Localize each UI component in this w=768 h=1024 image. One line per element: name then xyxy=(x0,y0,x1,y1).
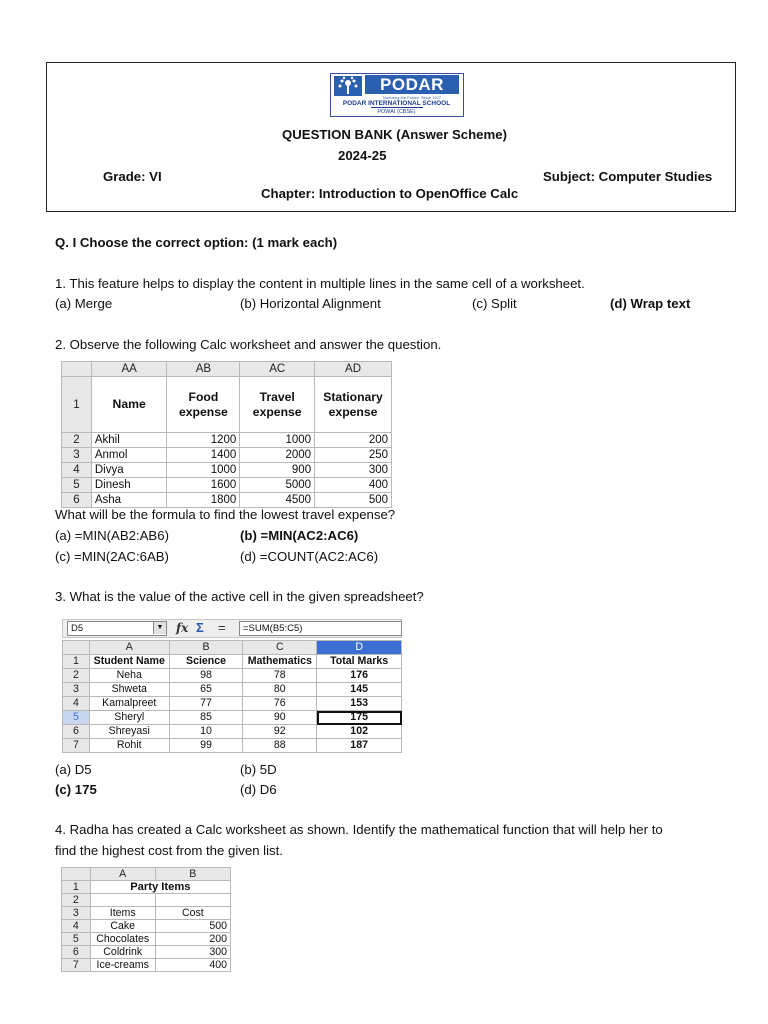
subject-label: Subject: Computer Studies xyxy=(543,169,713,184)
cell: 250 xyxy=(315,448,392,463)
header-cell: Food expense xyxy=(167,377,240,433)
col-header: AC xyxy=(240,362,315,377)
row-number: 3 xyxy=(62,448,92,463)
row-number: 7 xyxy=(63,739,90,753)
cell: Items xyxy=(90,907,155,920)
q4-question-line2: find the highest cost from the given list. xyxy=(55,843,283,858)
header-cell: Student Name xyxy=(89,655,169,669)
q2-option-d: (d) =COUNT(AC2:AC6) xyxy=(240,549,379,564)
cell xyxy=(90,894,155,907)
row-number: 4 xyxy=(63,697,90,711)
q1-option-a: (a) Merge xyxy=(55,296,113,311)
logo-tagline: Nurturing the Future. Since 1927 xyxy=(382,95,442,100)
row-number: 2 xyxy=(63,669,90,683)
q2-option-b-answer: (b) =MIN(AC2:AC6) xyxy=(240,528,359,543)
cell: 153 xyxy=(317,697,402,711)
row-number: 1 xyxy=(62,881,91,894)
cell: Anmol xyxy=(91,448,167,463)
name-box: D5 xyxy=(67,621,167,636)
cell: 1800 xyxy=(167,493,240,508)
row-number: 4 xyxy=(62,920,91,933)
q2-option-c: (c) =MIN(2AC:6AB) xyxy=(55,549,169,564)
row-number: 5 xyxy=(62,933,91,946)
col-header: B xyxy=(155,868,230,881)
col-header: A xyxy=(90,868,155,881)
logo-underline xyxy=(371,107,423,108)
col-header: AA xyxy=(91,362,167,377)
cell: 200 xyxy=(155,933,230,946)
cell: 92 xyxy=(243,725,317,739)
cell: Neha xyxy=(89,669,169,683)
row-number: 3 xyxy=(63,683,90,697)
cell: 4500 xyxy=(240,493,315,508)
row-number: 7 xyxy=(62,959,91,972)
row-number: 3 xyxy=(62,907,91,920)
cell: Shreyasi xyxy=(89,725,169,739)
col-header: AB xyxy=(167,362,240,377)
col-header: C xyxy=(243,641,317,655)
cell: 145 xyxy=(317,683,402,697)
cell: Coldrink xyxy=(90,946,155,959)
row-number: 6 xyxy=(62,946,91,959)
q1-option-b: (b) Horizontal Alignment xyxy=(240,296,381,311)
col-header: A xyxy=(89,641,169,655)
logo-brand: PODAR xyxy=(365,75,459,94)
col-header-selected: D xyxy=(317,641,402,655)
academic-year: 2024-25 xyxy=(338,148,387,163)
row-number: 6 xyxy=(62,493,92,508)
corner-cell xyxy=(62,868,91,881)
q2-worksheet xyxy=(61,361,392,508)
header-cell: Total Marks xyxy=(317,655,402,669)
q2-question: 2. Observe the following Calc worksheet and answer the question. xyxy=(55,337,442,352)
row-number: 5 xyxy=(62,478,92,493)
q1-question: 1. This feature helps to display the content in multiple lines in the same cell of a worksheet. xyxy=(55,276,585,291)
q3-worksheet xyxy=(62,640,402,753)
sum-icon: Σ xyxy=(196,620,204,635)
merged-title-cell: Party Items xyxy=(90,881,230,894)
cell: Cost xyxy=(155,907,230,920)
cell: Sheryl xyxy=(89,711,169,725)
q3-question: 3. What is the value of the active cell in the given spreadsheet? xyxy=(55,589,424,604)
q2-prompt: What will be the formula to find the lowest travel expense? xyxy=(55,507,396,522)
active-cell: 175 xyxy=(317,711,402,725)
cell: 500 xyxy=(155,920,230,933)
cell: Rohit xyxy=(89,739,169,753)
col-header: B xyxy=(169,641,243,655)
school-logo xyxy=(330,73,464,117)
cell: Cake xyxy=(90,920,155,933)
cell: 80 xyxy=(243,683,317,697)
row-number: 1 xyxy=(62,377,92,433)
row-number: 6 xyxy=(63,725,90,739)
cell: 85 xyxy=(169,711,243,725)
cell: Chocolates xyxy=(90,933,155,946)
function-wizard-icon: fx xyxy=(176,621,189,635)
cell: Kamalpreet xyxy=(89,697,169,711)
cell: Shweta xyxy=(89,683,169,697)
cell: 1400 xyxy=(167,448,240,463)
cell: Asha xyxy=(91,493,167,508)
cell: Akhil xyxy=(91,433,167,448)
corner-cell xyxy=(63,641,90,655)
cell: 187 xyxy=(317,739,402,753)
cell: 2000 xyxy=(240,448,315,463)
chevron-down-icon: ▼ xyxy=(153,622,166,634)
equals-icon: = xyxy=(218,620,226,635)
q3-option-a: (a) D5 xyxy=(55,762,92,777)
cell: 98 xyxy=(169,669,243,683)
cell: 1200 xyxy=(167,433,240,448)
q1-option-d-answer: (d) Wrap text xyxy=(610,296,691,311)
corner-cell xyxy=(62,362,92,377)
cell: 78 xyxy=(243,669,317,683)
cell: 102 xyxy=(317,725,402,739)
header-cell: Stationary expense xyxy=(315,377,392,433)
row-number: 2 xyxy=(62,433,92,448)
chapter-label: Chapter: Introduction to OpenOffice Calc xyxy=(261,186,519,201)
page-title: QUESTION BANK (Answer Scheme) xyxy=(282,127,507,142)
cell: 65 xyxy=(169,683,243,697)
cell: 400 xyxy=(155,959,230,972)
cell: 176 xyxy=(317,669,402,683)
row-number: 4 xyxy=(62,463,92,478)
formula-input: =SUM(B5:C5) xyxy=(239,621,402,636)
header-cell: Science xyxy=(169,655,243,669)
tree-logo-icon xyxy=(334,76,362,96)
cell: 1000 xyxy=(240,433,315,448)
cell: 1000 xyxy=(167,463,240,478)
cell: 1600 xyxy=(167,478,240,493)
logo-school-name: PODAR INTERNATIONAL SCHOOL xyxy=(342,100,451,107)
cell: 90 xyxy=(243,711,317,725)
grade-label: Grade: VI xyxy=(103,169,162,184)
cell: 76 xyxy=(243,697,317,711)
cell: 900 xyxy=(240,463,315,478)
q4-question-line1: 4. Radha has created a Calc worksheet as shown. Identify the mathematical function that will help her to xyxy=(55,822,663,837)
cell: 10 xyxy=(169,725,243,739)
cell: 5000 xyxy=(240,478,315,493)
q3-option-c-answer: (c) 175 xyxy=(55,782,97,797)
cell: 200 xyxy=(315,433,392,448)
cell: 99 xyxy=(169,739,243,753)
cell: Dinesh xyxy=(91,478,167,493)
cell: Divya xyxy=(91,463,167,478)
section-heading: Q. I Choose the correct option: (1 mark each) xyxy=(55,235,338,250)
header-cell: Name xyxy=(91,377,167,433)
header-cell: Travel expense xyxy=(240,377,315,433)
cell xyxy=(155,894,230,907)
row-number: 2 xyxy=(62,894,91,907)
cell: 400 xyxy=(315,478,392,493)
row-number: 1 xyxy=(63,655,90,669)
cell: 77 xyxy=(169,697,243,711)
cell: 300 xyxy=(155,946,230,959)
cell: 88 xyxy=(243,739,317,753)
cell: Ice-creams xyxy=(90,959,155,972)
col-header: AD xyxy=(315,362,392,377)
row-number-selected: 5 xyxy=(63,711,90,725)
q3-option-b: (b) 5D xyxy=(240,762,277,777)
header-cell: Mathematics xyxy=(243,655,317,669)
q1-option-c: (c) Split xyxy=(472,296,517,311)
cell: 500 xyxy=(315,493,392,508)
logo-location: POWAI (CBSE) xyxy=(377,109,416,115)
q2-option-a: (a) =MIN(AB2:AB6) xyxy=(55,528,169,543)
q4-worksheet xyxy=(61,867,231,972)
q3-option-d: (d) D6 xyxy=(240,782,277,797)
cell: 300 xyxy=(315,463,392,478)
